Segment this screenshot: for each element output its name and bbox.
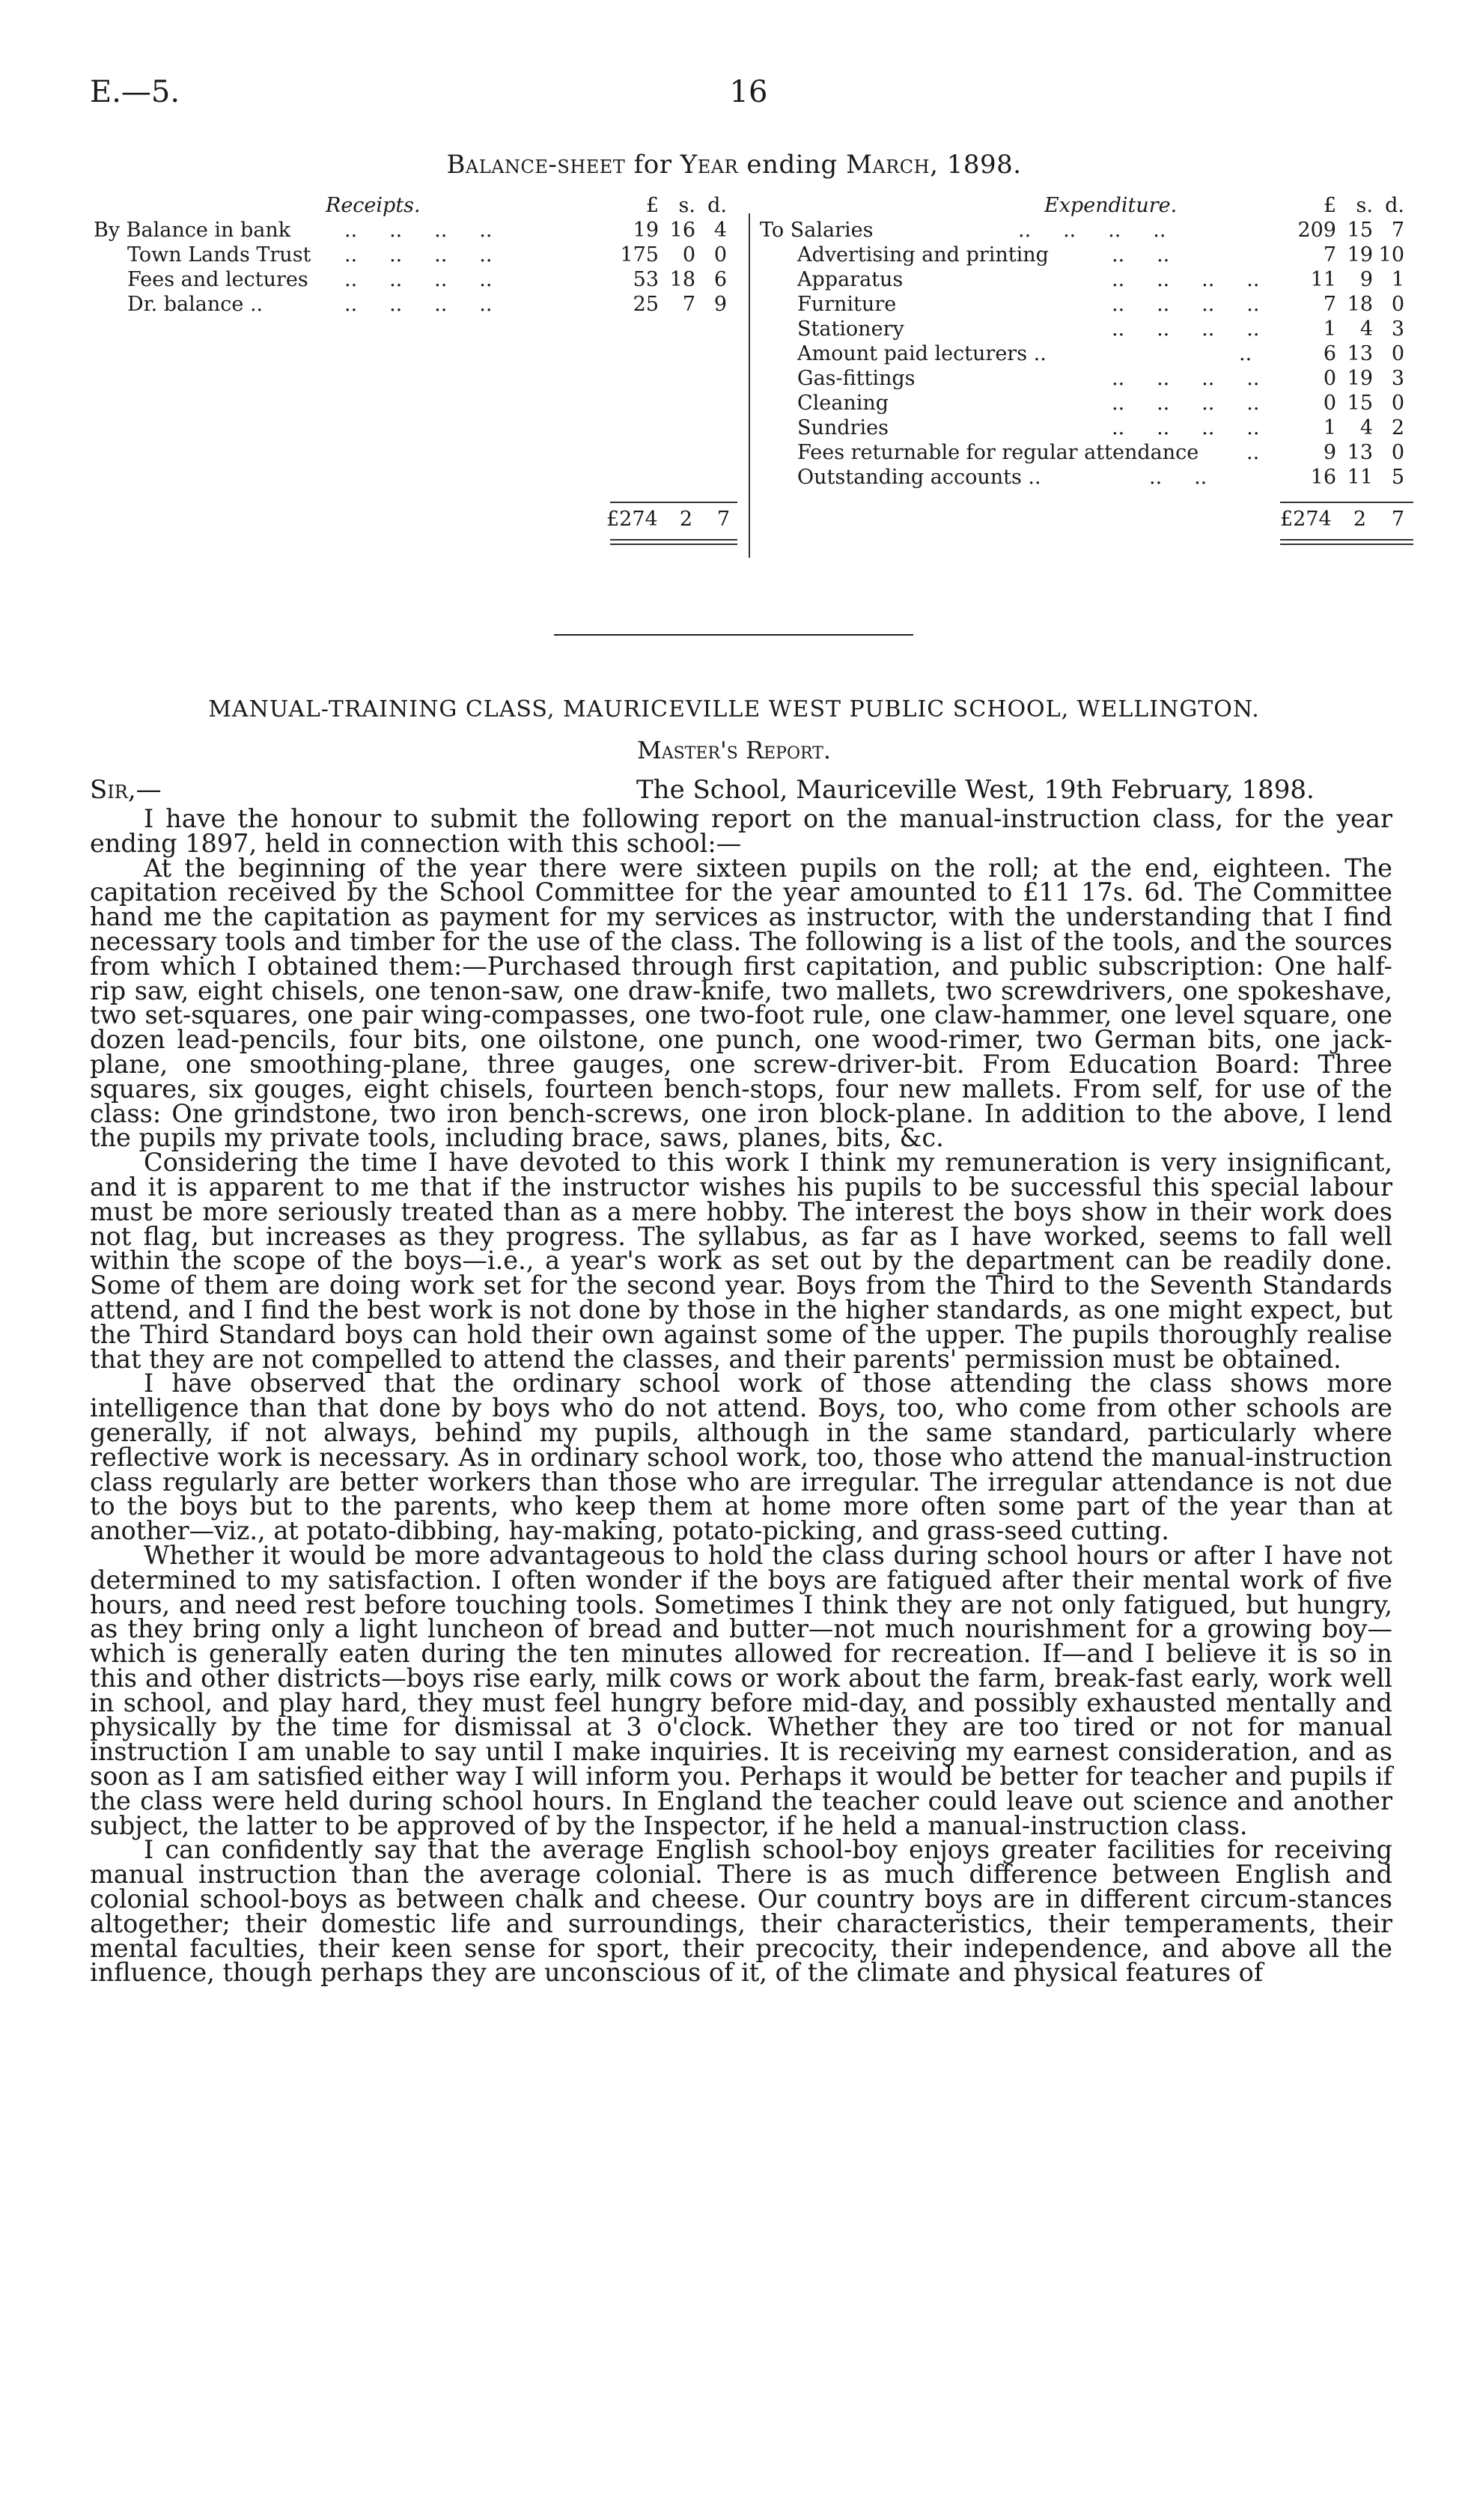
leader-dots: .. bbox=[1239, 342, 1252, 365]
row-label: Outstanding accounts .. bbox=[797, 466, 1041, 489]
amount-pounds: 6 bbox=[1323, 342, 1336, 365]
amount-pounds: 1 bbox=[1323, 416, 1336, 439]
amount-pence: 2 bbox=[1391, 416, 1404, 439]
row-label: Fees returnable for regular attendance bbox=[797, 441, 1199, 464]
row-label: To Salaries bbox=[760, 219, 874, 242]
table-row bbox=[760, 465, 1415, 490]
row-label: Amount paid lecturers .. bbox=[797, 342, 1047, 365]
table-row bbox=[94, 267, 737, 292]
balance-sheet-divider bbox=[749, 213, 750, 558]
table-row bbox=[760, 391, 1415, 416]
amount-pence: 0 bbox=[1391, 293, 1404, 316]
leader-dots: .. .. .. .. bbox=[1112, 268, 1260, 291]
row-label: Dr. balance .. bbox=[127, 293, 264, 316]
expenditure-heading: Expenditure. bbox=[1044, 194, 1178, 217]
row-label: Apparatus bbox=[797, 268, 904, 291]
row-label: By Balance in bank bbox=[94, 219, 291, 242]
expenditure-rows bbox=[760, 218, 1415, 490]
amount-pence: 6 bbox=[713, 268, 727, 291]
amount-pounds: 1 bbox=[1323, 317, 1336, 341]
receipts-subtotal-rule bbox=[610, 502, 737, 503]
amount-shillings: 18 bbox=[669, 268, 695, 291]
page-number: 16 bbox=[729, 75, 768, 109]
balance-sheet-title: Balance-sheet for Year ending March, 1898. bbox=[446, 150, 1022, 180]
amount-pounds: 7 bbox=[1323, 293, 1336, 316]
leader-dots: .. .. .. .. bbox=[1112, 317, 1260, 341]
amount-pence: 10 bbox=[1378, 243, 1404, 267]
row-label: Sundries bbox=[797, 416, 889, 439]
amount-pence: 9 bbox=[713, 293, 727, 316]
pounds-header: £ bbox=[1323, 194, 1336, 217]
row-label: Town Lands Trust bbox=[127, 243, 311, 267]
table-row bbox=[760, 218, 1415, 243]
paragraph: I have observed that the ordinary school work of those attending the class shows more intelligence than that done by boys who do not attend. Boys, too, who come from other schools are generally, if not always, behind my pupils, although in the same standard, particularly where reflective work is necessary. As in ordinary school work, too, those who attend the manual-instruction class regularly are better workers than those who are irregular. The irregular attendance is not due to the boys but to the parents, who keep them at home more often some part of the year than at another—viz., at potato-dibbing, hay-making, potato-picking, and grass-seed cutting. bbox=[90, 1369, 1392, 1546]
table-row bbox=[94, 292, 737, 317]
amount-pence: 1 bbox=[1391, 268, 1404, 291]
leader-dots: .. .. .. .. bbox=[1018, 219, 1166, 242]
table-row bbox=[760, 440, 1415, 465]
row-label: Cleaning bbox=[797, 392, 889, 415]
amount-pounds: 9 bbox=[1323, 441, 1336, 464]
expenditure-total-pence: 7 bbox=[1391, 508, 1404, 531]
amount-pence: 0 bbox=[713, 243, 727, 267]
table-row bbox=[94, 218, 737, 243]
amount-pounds: 16 bbox=[1310, 466, 1336, 489]
expenditure-table bbox=[760, 193, 1415, 490]
table-row bbox=[760, 317, 1415, 341]
amount-shillings: 9 bbox=[1359, 268, 1373, 291]
receipts-total-pence: 7 bbox=[716, 508, 730, 531]
address-line: The School, Mauriceville West, 19th February, 1898. bbox=[636, 775, 1315, 805]
table-row bbox=[760, 243, 1415, 267]
row-label: Furniture bbox=[797, 293, 897, 316]
amount-shillings: 13 bbox=[1347, 342, 1373, 365]
amount-shillings: 15 bbox=[1347, 392, 1373, 415]
receipts-header-row bbox=[94, 193, 737, 218]
leader-dots: .. .. bbox=[1112, 243, 1170, 267]
amount-pounds: 19 bbox=[633, 219, 659, 242]
amount-pence: 0 bbox=[1391, 392, 1404, 415]
leader-dots: .. .. .. .. bbox=[1112, 392, 1260, 415]
amount-shillings: 15 bbox=[1347, 219, 1373, 242]
amount-shillings: 18 bbox=[1347, 293, 1373, 316]
pence-header: d. bbox=[707, 194, 727, 217]
section-separator bbox=[554, 634, 913, 636]
expenditure-total-pounds: £274 bbox=[1280, 508, 1332, 531]
amount-pounds: 175 bbox=[620, 243, 659, 267]
leader-dots: .. .. .. .. bbox=[344, 219, 493, 242]
paragraph: Considering the time I have devoted to this work I think my remuneration is very insignificant, and it is apparent to me that if the instructor wishes his pupils to be successful this special labour must be more seriously treated than as a mere hobby. The interest the boys show in their work does not flag, but increases as they progress. The syllabus, as far as I have worked, seems to fall well within the scope of the boys—i.e., a year's work as set out by the department can be readily done. Some of them are doing work set for the second year. Boys from the Third to the Seventh Standards attend, and I find the best work is not done by those in the higher standards, as one might expect, but the Third Standard boys can hold their own against some of the upper. The pupils thoroughly realise that they are not compelled to attend the classes, and their parents' permission must be obtained. bbox=[90, 1148, 1392, 1374]
pounds-header: £ bbox=[645, 194, 659, 217]
document-reference: E.—5. bbox=[90, 75, 180, 109]
salutation: Sir,— bbox=[90, 775, 162, 805]
paragraph: At the beginning of the year there were sixteen pupils on the roll; at the end, eighteen. The capitation received by the School Committee for the year amounted to £11 17s. 6d. The Committee hand me the capitation as payment for my services as instructor, with the understanding that I find necessary tools and timber for the use of the class. The following is a list of the tools, and the sources from which I obtained them:—Purchased through first capitation, and public subscription: One half-rip saw, eight chisels, one tenon-saw, one draw-knife, two mallets, two screwdrivers, one spokeshave, two set-squares, one pair wing-compasses, one two-foot rule, one claw-hammer, one level square, one dozen lead-pencils, four bits, one oilstone, one punch, one wood-rimer, two German bits, one jack-plane, one smoothing-plane, three gauges, one screw-driver-bit. From Education Board: Three squares, six gouges, eight chisels, fourteen bench-stops, four new mallets. From self, for use of the class: One grindstone, two iron bench-screws, one iron block-plane. In addition to the above, I lend the pupils my private tools, including brace, saws, planes, bits, &c. bbox=[90, 853, 1392, 1153]
table-row bbox=[94, 243, 737, 267]
expenditure-total-rule-1 bbox=[1280, 539, 1413, 541]
leader-dots: .. .. .. .. bbox=[1112, 293, 1260, 316]
shillings-header: s. bbox=[1356, 194, 1373, 217]
amount-pence: 0 bbox=[1391, 441, 1404, 464]
amount-shillings: 7 bbox=[682, 293, 695, 316]
receipts-heading: Receipts. bbox=[326, 194, 421, 217]
leader-dots: .. .. .. .. bbox=[344, 293, 493, 316]
table-row bbox=[760, 341, 1415, 366]
report-subtitle: Master's Report. bbox=[636, 736, 832, 764]
amount-pence: 3 bbox=[1391, 367, 1404, 390]
expenditure-header-row bbox=[760, 193, 1415, 218]
amount-pounds: 209 bbox=[1297, 219, 1336, 242]
amount-shillings: 13 bbox=[1347, 441, 1373, 464]
amount-shillings: 4 bbox=[1359, 317, 1373, 341]
section-title: MANUAL-TRAINING CLASS, MAURICEVILLE WEST PUBLIC SCHOOL, WELLINGTON. bbox=[208, 696, 1260, 722]
row-label: Gas-fittings bbox=[797, 367, 916, 390]
leader-dots: .. .. bbox=[1149, 466, 1207, 489]
amount-pence: 7 bbox=[1391, 219, 1404, 242]
table-row bbox=[760, 366, 1415, 391]
amount-pounds: 53 bbox=[633, 268, 659, 291]
amount-shillings: 11 bbox=[1347, 466, 1373, 489]
amount-pounds: 7 bbox=[1323, 243, 1336, 267]
receipts-rows bbox=[94, 218, 737, 317]
paragraph: I have the honour to submit the following report on the manual-instruction class, for the year ending 1897, held in connection with this school:— bbox=[90, 804, 1392, 858]
leader-dots: .. .. .. .. bbox=[344, 243, 493, 267]
paragraph: Whether it would be more advantageous to hold the class during school hours or after I have not determined to my satisfaction. I often wonder if the boys are fatigued after their mental work of five hours, and need rest before touching tools. Sometimes I think they are not only fatigued, but hungry, as they bring only a light luncheon of bread and butter—not much nourishment for a growing boy—which is generally eaten during the ten minutes allowed for recreation. If—and I believe it is so in this and other districts—boys rise early, milk cows or work about the farm, break-fast early, work well in school, and play hard, they must feel hungry before mid-day, and possibly exhausted mentally and physically by the time for dismissal at 3 o'clock. Whether they are too tired or not for manual instruction I am unable to say until I make inquiries. It is receiving my earnest consideration, and as soon as I am satisfied either way I will inform you. Perhaps it would be better for teacher and pupils if the class were held during school hours. In England the teacher could leave out science and another subject, the latter to be approved of by the Inspector, if he held a manual-instruction class. bbox=[90, 1540, 1392, 1840]
receipts-total-rule-2 bbox=[610, 544, 737, 545]
row-label: Advertising and printing bbox=[797, 243, 1049, 267]
amount-pounds: 0 bbox=[1323, 367, 1336, 390]
pence-header: d. bbox=[1385, 194, 1404, 217]
expenditure-total-row bbox=[1280, 508, 1413, 532]
leader-dots: .. .. .. .. bbox=[1112, 416, 1260, 439]
receipts-total-shillings: 2 bbox=[679, 508, 692, 531]
expenditure-subtotal-rule bbox=[1280, 502, 1413, 503]
amount-pounds: 11 bbox=[1310, 268, 1336, 291]
row-label: Fees and lectures bbox=[127, 268, 308, 291]
receipts-total-row bbox=[606, 508, 737, 532]
amount-shillings: 16 bbox=[669, 219, 695, 242]
table-row bbox=[760, 416, 1415, 440]
amount-pence: 4 bbox=[713, 219, 727, 242]
report-body bbox=[90, 804, 1392, 1988]
amount-pence: 3 bbox=[1391, 317, 1404, 341]
expenditure-total-rule-2 bbox=[1280, 544, 1413, 545]
leader-dots: .. bbox=[1246, 441, 1260, 464]
paragraph: I can confidently say that the average English school-boy enjoys greater facilities for receiving manual instruction than the average colonial. There is as much difference between English and colonial school-boys as between chalk and cheese. Our country boys are in different circum-stances altogether; their domestic life and surroundings, their characteristics, their temperaments, their mental faculties, their keen sense for sport, their precocity, their independence, and above all the influence, though perhaps they are unconscious of it, of the climate and physical features of bbox=[90, 1835, 1392, 1988]
table-row bbox=[760, 267, 1415, 292]
amount-shillings: 19 bbox=[1347, 367, 1373, 390]
amount-shillings: 0 bbox=[682, 243, 695, 267]
expenditure-total-shillings: 2 bbox=[1353, 508, 1366, 531]
amount-shillings: 4 bbox=[1359, 416, 1373, 439]
row-label: Stationery bbox=[797, 317, 904, 341]
table-row bbox=[760, 292, 1415, 317]
leader-dots: .. .. .. .. bbox=[1112, 367, 1260, 390]
receipts-total-rule-1 bbox=[610, 539, 737, 541]
leader-dots: .. .. .. .. bbox=[344, 268, 493, 291]
amount-pounds: 0 bbox=[1323, 392, 1336, 415]
amount-shillings: 19 bbox=[1347, 243, 1373, 267]
shillings-header: s. bbox=[678, 194, 695, 217]
receipts-table bbox=[94, 193, 737, 317]
amount-pence: 0 bbox=[1391, 342, 1404, 365]
amount-pounds: 25 bbox=[633, 293, 659, 316]
amount-pence: 5 bbox=[1391, 466, 1404, 489]
receipts-total-pounds: £274 bbox=[606, 508, 658, 531]
